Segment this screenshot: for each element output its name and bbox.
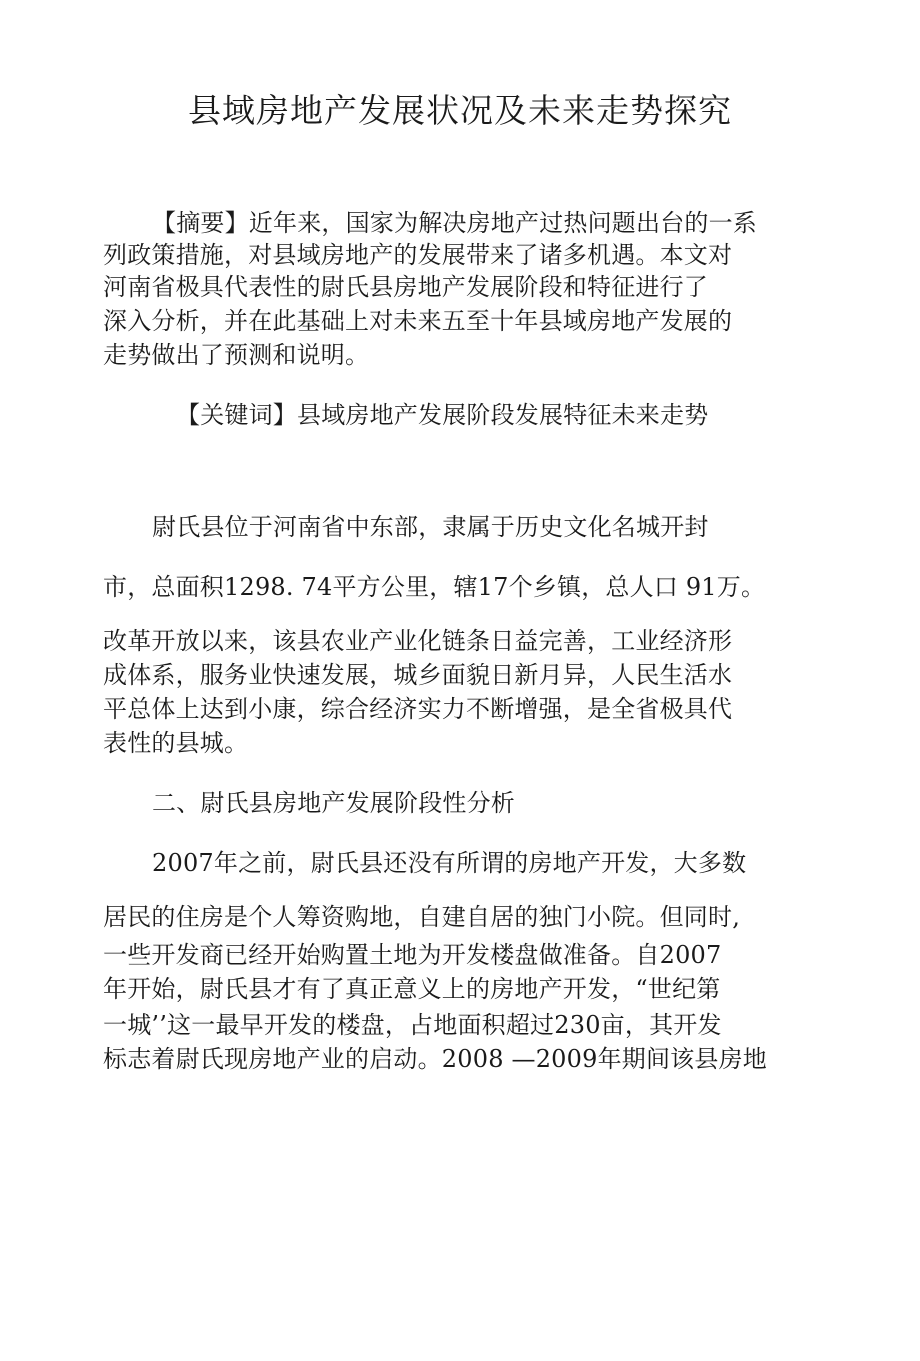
intro-line: 改革开放以来，该县农业产业化链条日益完善，工业经济形	[103, 627, 733, 655]
abstract-line: 深入分析，并在此基础上对未来五至十年县域房地产发展的	[103, 307, 733, 335]
section-line: 一城’’这一最早开发的楼盘，占地面积超过230亩，其开发	[103, 1011, 722, 1039]
section-line: 一些开发商已经开始购置土地为开发楼盘做准备。自2007	[103, 941, 722, 969]
section-line: 2007年之前，尉氏县还没有所谓的房地产开发，大多数	[152, 849, 747, 877]
intro-line: 市，总面积1298. 74平方公里，辖17个乡镇，总人口 91万。	[103, 573, 766, 601]
intro-line: 尉氏县位于河南省中东部，隶属于历史文化名城开封	[152, 513, 709, 541]
intro-line: 平总体上达到小康，综合经济实力不断增强，是全省极具代	[103, 695, 733, 723]
document-title: 县域房地产发展状况及未来走势探究	[188, 91, 732, 130]
intro-line: 成体系，服务业快速发展，城乡面貌日新月异，人民生活水	[103, 661, 733, 689]
abstract-line: 河南省极具代表性的尉氏县房地产发展阶段和特征进行了	[103, 273, 708, 301]
abstract-line: 【摘要】近年来，国家为解决房地产过热问题出台的一系	[152, 209, 757, 237]
section-line: 年开始，尉氏县才有了真正意义上的房地产开发，“世纪第	[103, 975, 721, 1003]
section-line: 标志着尉氏现房地产业的启动。2008 —2009年期间该县房地	[103, 1045, 767, 1073]
abstract-line: 走势做出了预测和说明。	[103, 341, 370, 369]
section-heading: 二、尉氏县房地产发展阶段性分析	[152, 789, 515, 817]
keywords-line: 【关键词】县域房地产发展阶段发展特征未来走势	[176, 401, 709, 429]
section-line: 居民的住房是个人筹资购地，自建自居的独门小院。但同时,	[103, 903, 741, 931]
abstract-line: 列政策措施，对县域房地产的发展带来了诸多机遇。本文对	[103, 241, 733, 269]
intro-line: 表性的县城。	[103, 729, 249, 757]
